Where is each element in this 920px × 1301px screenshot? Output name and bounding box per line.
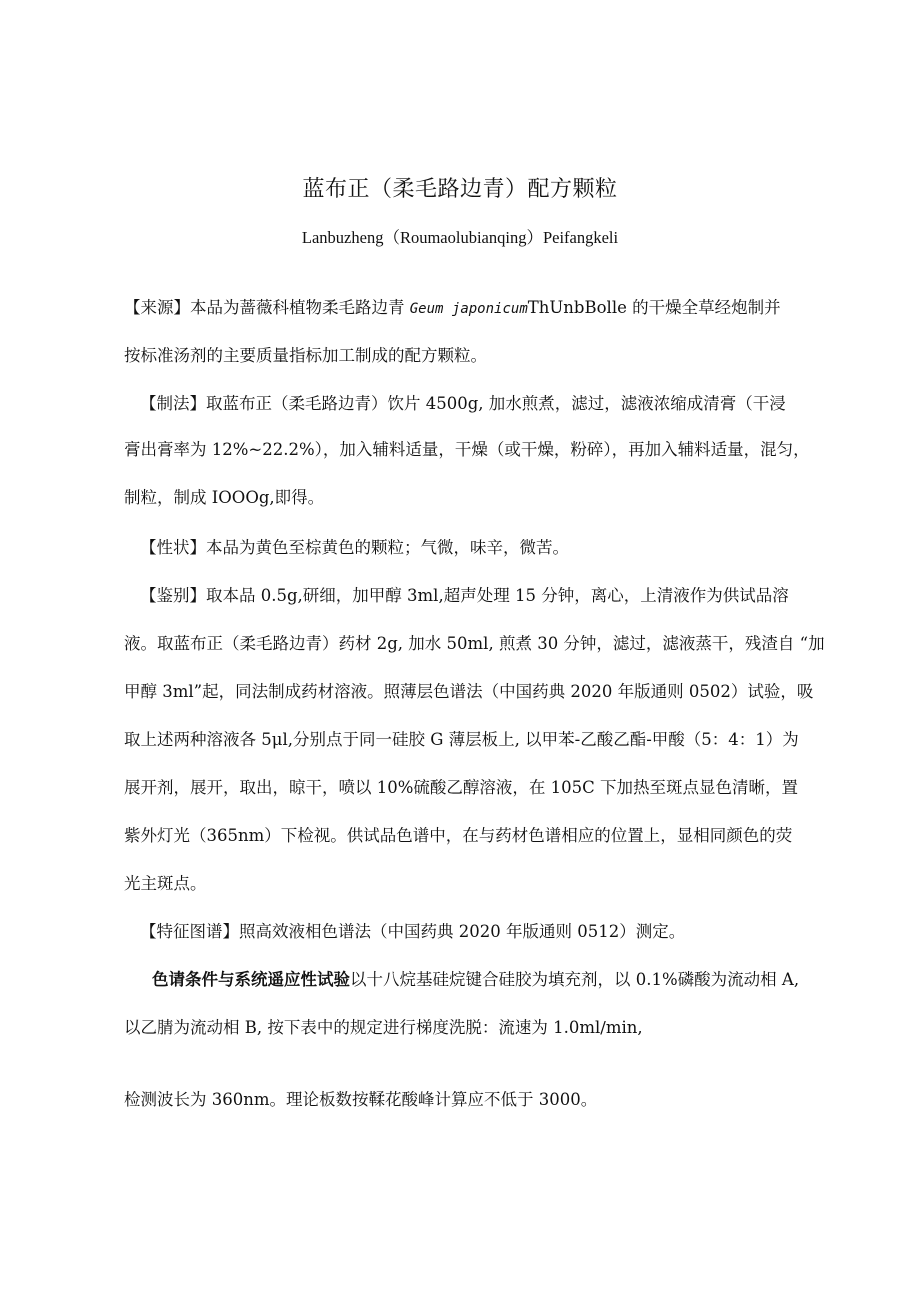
chromatography-line-3: 检测波长为 360nm。理论板数按鞣花酸峰计算应不低于 3000。 xyxy=(124,1090,598,1109)
chromatography-line-2: 以乙腈为流动相 B, 按下表中的规定进行梯度洗脱：流速为 1.0ml∕min, xyxy=(124,1018,643,1037)
fingerprint-paragraph xyxy=(140,920,685,944)
page-subtitle: Lanbuzheng（Roumaolubianqing）Peifangkeli xyxy=(301,228,619,247)
identification-line-7: 光主斑点。 xyxy=(124,874,207,893)
chromatography-text-1: 以十八烷基硅烷键合硅胶为填充剂，以 0.1%磷酸为流动相 A, xyxy=(350,970,800,989)
source-text-a: 本品为蔷薇科植物柔毛路边青 xyxy=(190,298,410,317)
chromatography-line-1 xyxy=(152,968,799,992)
source-label: 【来源】 xyxy=(124,298,190,317)
page-title: 蓝布正（柔毛路边青）配方颗粒 xyxy=(302,177,618,202)
preparation-label: 【制法】 xyxy=(140,394,206,413)
source-text-b: ThUnbBolle 的干燥全草经炮制并 xyxy=(527,298,781,317)
identification-line-2: 液。取蓝布正（柔毛路边青）药材 2g, 加水 50ml, 煎煮 30 分钟，滤过，滤液蒸干，残渣自 “加 xyxy=(124,634,825,653)
fingerprint-label: 【特征图谱】 xyxy=(140,922,239,941)
appearance-text: 本品为黄色至棕黄色的颗粒；气微，味辛，微苦。 xyxy=(206,538,569,557)
preparation-paragraph-line-1 xyxy=(140,392,786,416)
identification-line-6: 紫外灯光（365nm）下检视。供试品色谱中，在与药材色谱相应的位置上，显相同颜色的荧 xyxy=(124,826,793,845)
source-paragraph-line-1 xyxy=(124,296,781,320)
identification-line-4: 取上述两种溶液各 5μl,分别点于同一硅胶 G 薄层板上, 以甲苯-乙酸乙酯-甲酸（5：4：1）为 xyxy=(124,730,799,749)
appearance-paragraph xyxy=(140,536,569,560)
preparation-paragraph-line-3: 制粒，制成 IOOOg,即得。 xyxy=(124,488,325,507)
appearance-label: 【性状】 xyxy=(140,538,206,557)
identification-line-3: 甲醇 3ml”起，同法制成药材溶液。照薄层色谱法（中国药典 2020 年版通则 0502）试验，吸 xyxy=(124,682,814,701)
identification-label: 【鉴别】 xyxy=(140,586,206,605)
chromatography-label: 色请条件与系统遥应性试验 xyxy=(152,970,350,989)
identification-text-1: 取本品 0.5g,研细，加甲醇 3ml,超声处理 15 分钟，离心，上清液作为供试品溶 xyxy=(206,586,789,605)
identification-line-5: 展开剂，展开，取出，晾干，喷以 10%硫酸乙醇溶液，在 105C 下加热至斑点显色清晰，置 xyxy=(124,778,799,797)
fingerprint-text: 照高效液相色谱法（中国药典 2020 年版通则 0512）测定。 xyxy=(239,922,686,941)
preparation-text-1: 取蓝布正（柔毛路边青）饮片 4500g, 加水煎煮，滤过，滤液浓缩成清膏（干浸 xyxy=(206,394,786,413)
source-latin-name: Geum japonicum xyxy=(409,301,528,317)
identification-line-1 xyxy=(140,584,789,608)
source-paragraph-line-2: 按标准汤剂的主要质量指标加工制成的配方颗粒。 xyxy=(124,346,487,365)
preparation-paragraph-line-2: 膏出膏率为 12%~22.2%），加入辅料适量，干燥（或干燥，粉碎），再加入辅料适量，混匀， xyxy=(124,440,810,459)
